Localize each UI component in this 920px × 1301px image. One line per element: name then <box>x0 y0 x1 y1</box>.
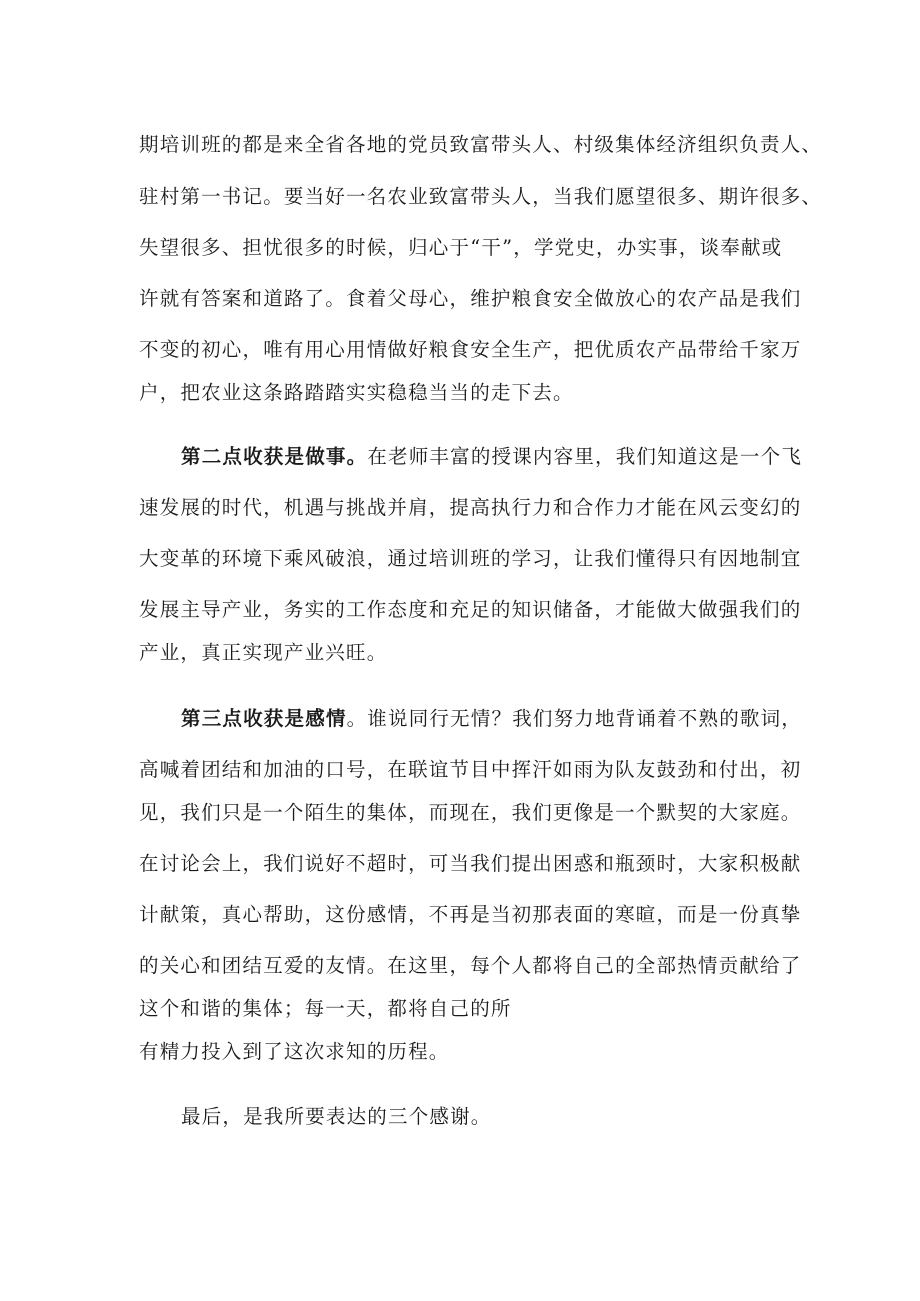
paragraph-line: 不变的初心，唯有用心用情做好粮食安全生产，把优质农产品带给千家万 <box>139 338 802 361</box>
paragraph-line: 这个和谐的集体；每一天，都将自己的所 <box>139 997 512 1020</box>
paragraph-heading: 第三点收获是感情 <box>181 707 347 730</box>
paragraph-heading: 第二点收获是做事。 <box>181 445 368 468</box>
paragraph-first-line <box>181 445 802 469</box>
paragraph-line: 有精力投入到了这次求知的历程。 <box>139 1040 450 1063</box>
paragraph-line: 高喊着团结和加油的口号，在联谊节目中挥汗如雨为队友鼓劲和付出，初 <box>139 758 802 781</box>
paragraph-line: 产业，真正实现产业兴旺。 <box>139 641 388 664</box>
paragraph-line: 大变革的环境下乘风破浪，通过培训班的学习，让我们懂得只有因地制宜 <box>139 547 802 570</box>
paragraph-line: 最后，是我所要表达的三个感谢。 <box>181 1105 492 1128</box>
paragraph-line: 失望很多、担忧很多的时候，归心于“干”，学党史，办实事，谈奉献或 <box>139 236 783 259</box>
paragraph-text: 在老师丰富的授课内容里，我们知道这是一个飞 <box>367 445 803 468</box>
paragraph-first-line <box>181 707 802 731</box>
paragraph-line: 见，我们只是一个陌生的集体，而现在，我们更像是一个默契的大家庭。 <box>139 801 802 824</box>
paragraph-text: 。谁说同行无情？我们努力地背诵着不熟的歌词， <box>346 707 803 730</box>
paragraph-line: 计献策，真心帮助，这份感情，不再是当初那表面的寒暄，而是一份真挚 <box>139 903 802 926</box>
paragraph-line: 驻村第一书记。要当好一名农业致富带头人，当我们愿望很多、期许很多、 <box>139 185 823 208</box>
paragraph-line: 户，把农业这条路踏踏实实稳稳当当的走下去。 <box>139 381 574 404</box>
paragraph-line: 发展主导产业，务实的工作态度和充足的知识储备，才能做大做强我们的 <box>139 598 802 621</box>
paragraph-line: 速发展的时代，机遇与挑战并肩，提高执行力和合作力才能在风云变幻的 <box>139 496 802 519</box>
paragraph-line: 许就有答案和道路了。食着父母心，维护粮食安全做放心的农产品是我们 <box>139 287 802 310</box>
paragraph-line: 在讨论会上，我们说好不超时，可当我们提出困惑和瓶颈时，大家积极献 <box>139 852 802 875</box>
paragraph-line: 的关心和团结互爱的友情。在这里，每个人都将自己的全部热情贡献给了 <box>139 954 802 977</box>
paragraph-line: 期培训班的都是来全省各地的党员致富带头人、村级集体经济组织负责人、 <box>139 133 823 156</box>
